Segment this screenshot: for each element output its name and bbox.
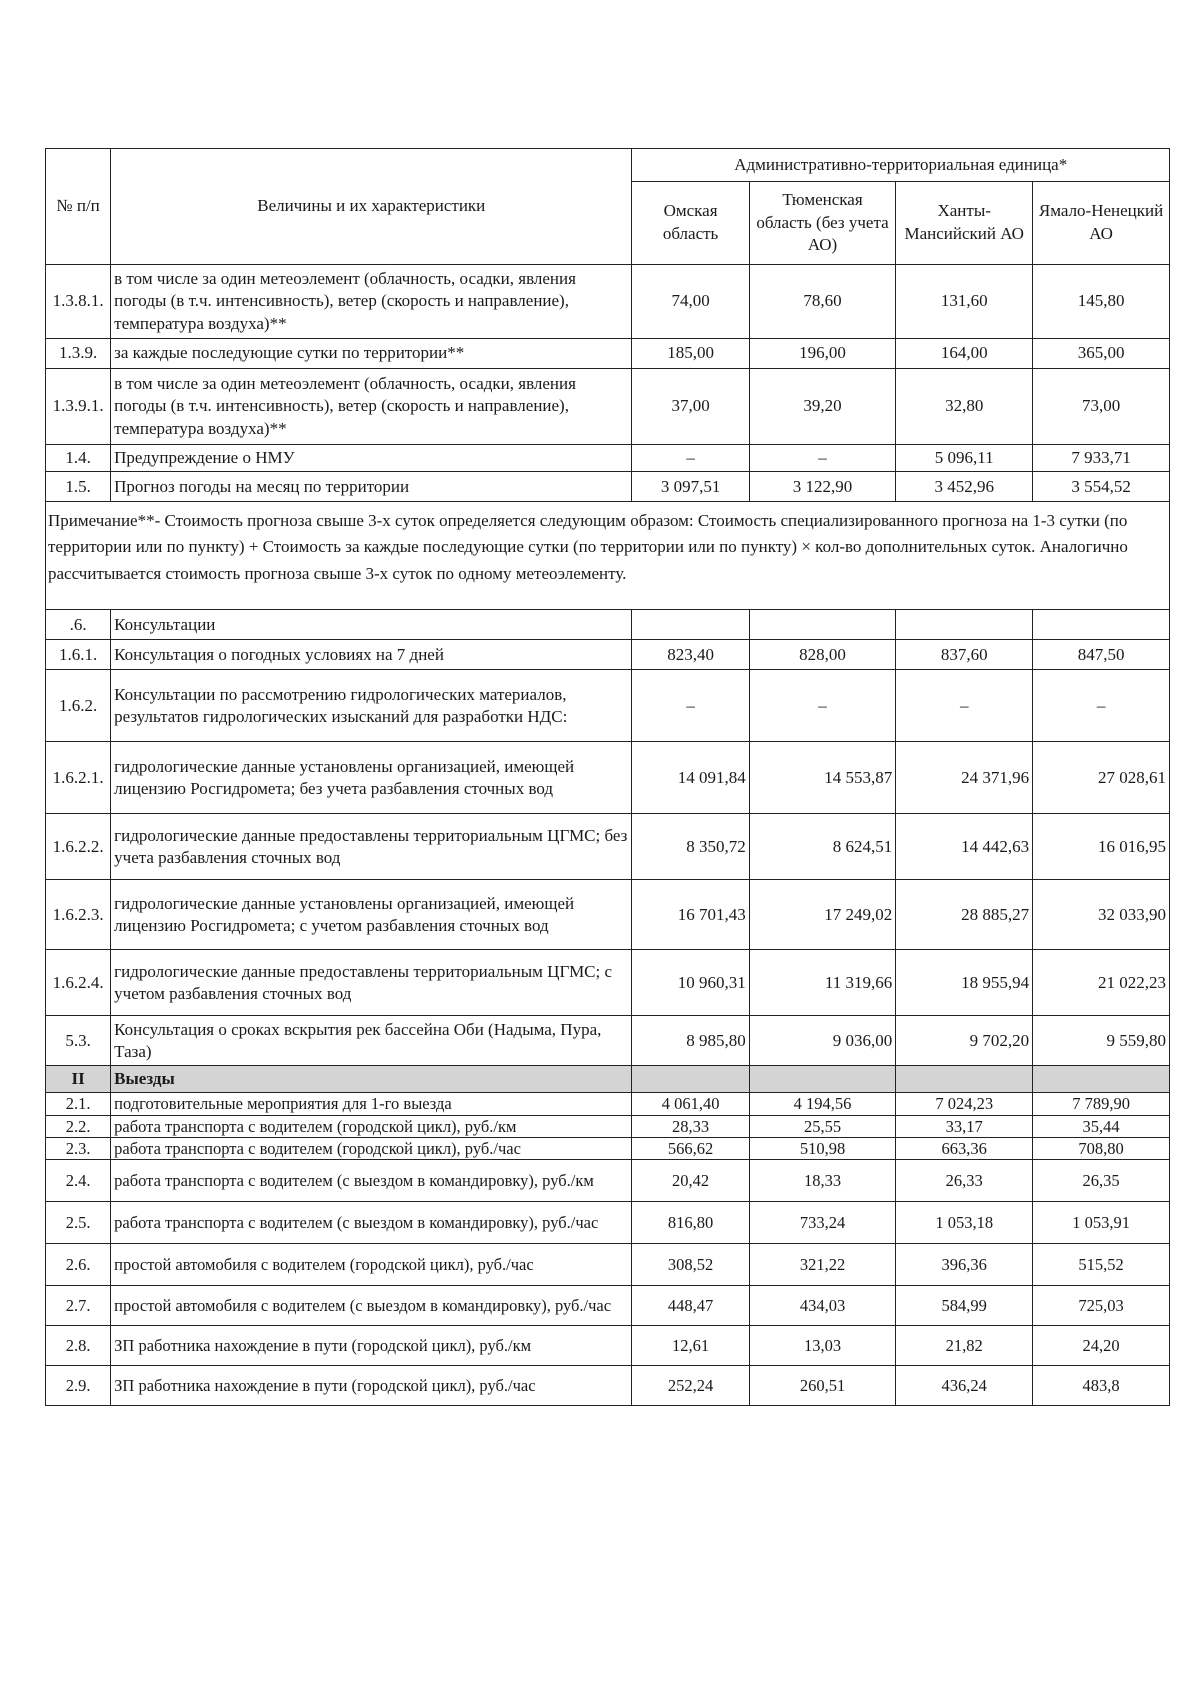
- row-description: ЗП работника нахождение в пути (городской цикл), руб./км: [111, 1326, 632, 1366]
- table-row: [46, 1093, 1170, 1115]
- region-tyumen: Тюменская область (без учета АО): [749, 182, 896, 265]
- value-cell: 3 452,96: [896, 472, 1033, 502]
- row-description: простой автомобиля с водителем (с выездом в командировку), руб./час: [111, 1286, 632, 1326]
- value-cell: 448,47: [632, 1286, 749, 1326]
- row-number: 1.5.: [46, 472, 111, 502]
- row-number: 1.6.2.4.: [46, 950, 111, 1016]
- col-desc-header: Величины и их характеристики: [111, 149, 632, 265]
- value-cell: 436,24: [896, 1366, 1033, 1406]
- row-description: подготовительные мероприятия для 1-го выезда: [111, 1093, 632, 1115]
- value-cell: 252,24: [632, 1366, 749, 1406]
- value-cell: 4 194,56: [749, 1093, 896, 1115]
- value-cell: –: [1033, 670, 1170, 742]
- row-description: Прогноз погоды на месяц по территории: [111, 472, 632, 502]
- row-description: гидрологические данные установлены организацией, имеющей лицензию Росгидромета; без учета разбавления сточных вод: [111, 742, 632, 814]
- table-row: [46, 445, 1170, 472]
- value-cell: 21 022,23: [1033, 950, 1170, 1016]
- value-cell: 11 319,66: [749, 950, 896, 1016]
- value-cell: 5 096,11: [896, 445, 1033, 472]
- table-row: [46, 1326, 1170, 1366]
- value-cell: 33,17: [896, 1115, 1033, 1137]
- tariff-table: [45, 148, 1170, 1406]
- value-cell: –: [749, 670, 896, 742]
- row-number: 2.1.: [46, 1093, 111, 1115]
- value-cell: 515,52: [1033, 1244, 1170, 1286]
- row-number: 1.3.9.: [46, 339, 111, 369]
- row-description: Консультация о погодных условиях на 7 дней: [111, 640, 632, 670]
- value-cell: 37,00: [632, 369, 749, 445]
- row-number: 2.3.: [46, 1137, 111, 1159]
- table-row: [46, 742, 1170, 814]
- value-cell: –: [632, 445, 749, 472]
- value-cell: 164,00: [896, 339, 1033, 369]
- value-cell: 18,33: [749, 1160, 896, 1202]
- row-description: в том числе за один метеоэлемент (облачность, осадки, явления погоды (в т.ч. интенсивность), ветер (скорость и направление), температура воздуха)**: [111, 369, 632, 445]
- value-cell: 708,80: [1033, 1137, 1170, 1159]
- row-number: 1.4.: [46, 445, 111, 472]
- value-cell: 24 371,96: [896, 742, 1033, 814]
- section-number: II: [46, 1066, 111, 1093]
- value-cell: 16 701,43: [632, 880, 749, 950]
- value-cell: 14 442,63: [896, 814, 1033, 880]
- row-number: 1.6.1.: [46, 640, 111, 670]
- row-description: гидрологические данные установлены организацией, имеющей лицензию Росгидромета; с учетом разбавления сточных вод: [111, 880, 632, 950]
- value-cell: 9 702,20: [896, 1016, 1033, 1066]
- table-row: [46, 1160, 1170, 1202]
- value-cell: 510,98: [749, 1137, 896, 1159]
- table-row: [46, 880, 1170, 950]
- value-cell: 131,60: [896, 265, 1033, 339]
- value-cell: 26,35: [1033, 1160, 1170, 1202]
- section-label: Выезды: [111, 1066, 632, 1093]
- row-description: ЗП работника нахождение в пути (городской цикл), руб./час: [111, 1366, 632, 1406]
- value-cell: 24,20: [1033, 1326, 1170, 1366]
- table-row: [46, 814, 1170, 880]
- value-cell: 483,8: [1033, 1366, 1170, 1406]
- value-cell: [749, 610, 896, 640]
- col-admin-header: Административно-территориальная единица*: [632, 149, 1170, 182]
- value-cell: 74,00: [632, 265, 749, 339]
- value-cell: 1 053,18: [896, 1202, 1033, 1244]
- value-cell: 12,61: [632, 1326, 749, 1366]
- value-cell: 823,40: [632, 640, 749, 670]
- value-cell: 396,36: [896, 1244, 1033, 1286]
- value-cell: 14 091,84: [632, 742, 749, 814]
- value-cell: 8 624,51: [749, 814, 896, 880]
- value-cell: 321,22: [749, 1244, 896, 1286]
- value-cell: 78,60: [749, 265, 896, 339]
- table-row: [46, 1202, 1170, 1244]
- region-khmao: Ханты-Мансийский АО: [896, 182, 1033, 265]
- table-row: [46, 369, 1170, 445]
- value-cell: 7 789,90: [1033, 1093, 1170, 1115]
- row-number: 2.8.: [46, 1326, 111, 1366]
- row-description: работа транспорта с водителем (с выездом в командировку), руб./час: [111, 1202, 632, 1244]
- value-cell: 17 249,02: [749, 880, 896, 950]
- footnote: Примечание**- Стоимость прогноза свыше 3-х суток определяется следующим образом: Стоимость специализированного прогноза на 1-3 сутки (по территории или по пункту) + Стоимость за каждые последующие сутки (по территории или по пункту) × кол-во дополнительных суток. Аналогично рассчитывается стоимость прогноза свыше 3-х суток по одному метеоэлементу.: [46, 502, 1170, 610]
- row-description: работа транспорта с водителем (с выездом в командировку), руб./км: [111, 1160, 632, 1202]
- value-cell: 828,00: [749, 640, 896, 670]
- value-cell: 434,03: [749, 1286, 896, 1326]
- row-description: простой автомобиля с водителем (городской цикл), руб./час: [111, 1244, 632, 1286]
- value-cell: 663,36: [896, 1137, 1033, 1159]
- value-cell: [1033, 610, 1170, 640]
- value-cell: –: [896, 670, 1033, 742]
- value-cell: 9 036,00: [749, 1016, 896, 1066]
- value-cell: 196,00: [749, 339, 896, 369]
- value-cell: 21,82: [896, 1326, 1033, 1366]
- row-number: 1.6.2.: [46, 670, 111, 742]
- row-number: 1.3.8.1.: [46, 265, 111, 339]
- value-cell: 584,99: [896, 1286, 1033, 1326]
- row-number: 1.6.2.1.: [46, 742, 111, 814]
- value-cell: 10 960,31: [632, 950, 749, 1016]
- value-cell: 308,52: [632, 1244, 749, 1286]
- region-yanao: Ямало-Ненецкий АО: [1033, 182, 1170, 265]
- row-number: 2.2.: [46, 1115, 111, 1137]
- table-row: [46, 670, 1170, 742]
- row-description: за каждые последующие сутки по территории**: [111, 339, 632, 369]
- value-cell: 847,50: [1033, 640, 1170, 670]
- value-cell: 725,03: [1033, 1286, 1170, 1326]
- table-row: [46, 1137, 1170, 1159]
- value-cell: 14 553,87: [749, 742, 896, 814]
- value-cell: 7 024,23: [896, 1093, 1033, 1115]
- value-cell: 25,55: [749, 1115, 896, 1137]
- value-cell: –: [632, 670, 749, 742]
- row-number: 1.6.2.3.: [46, 880, 111, 950]
- value-cell: 145,80: [1033, 265, 1170, 339]
- row-description: Консультации по рассмотрению гидрологических материалов, результатов гидрологических изысканий для разработки НДС:: [111, 670, 632, 742]
- value-cell: 32,80: [896, 369, 1033, 445]
- value-cell: [632, 610, 749, 640]
- table-row: [46, 265, 1170, 339]
- value-cell: 3 554,52: [1033, 472, 1170, 502]
- value-cell: 28,33: [632, 1115, 749, 1137]
- col-num-header: № п/п: [46, 149, 111, 265]
- table-row: [46, 472, 1170, 502]
- row-number: 5.3.: [46, 1016, 111, 1066]
- row-number: 2.6.: [46, 1244, 111, 1286]
- row-number: 1.6.2.2.: [46, 814, 111, 880]
- region-omsk: Омская область: [632, 182, 749, 265]
- value-cell: –: [749, 445, 896, 472]
- value-cell: 816,80: [632, 1202, 749, 1244]
- row-description: работа транспорта с водителем (городской цикл), руб./км: [111, 1115, 632, 1137]
- value-cell: 260,51: [749, 1366, 896, 1406]
- value-cell: 73,00: [1033, 369, 1170, 445]
- value-cell: 185,00: [632, 339, 749, 369]
- value-cell: 20,42: [632, 1160, 749, 1202]
- table-row: [46, 640, 1170, 670]
- value-cell: 1 053,91: [1033, 1202, 1170, 1244]
- value-cell: 3 097,51: [632, 472, 749, 502]
- table-row: [46, 1244, 1170, 1286]
- table-row: [46, 1366, 1170, 1406]
- row-description: гидрологические данные предоставлены территориальным ЦГМС; с учетом разбавления сточных вод: [111, 950, 632, 1016]
- row-number: 2.9.: [46, 1366, 111, 1406]
- value-cell: [896, 610, 1033, 640]
- value-cell: 7 933,71: [1033, 445, 1170, 472]
- value-cell: 32 033,90: [1033, 880, 1170, 950]
- value-cell: 8 350,72: [632, 814, 749, 880]
- value-cell: 566,62: [632, 1137, 749, 1159]
- row-description: гидрологические данные предоставлены территориальным ЦГМС; без учета разбавления сточных вод: [111, 814, 632, 880]
- value-cell: 28 885,27: [896, 880, 1033, 950]
- value-cell: 8 985,80: [632, 1016, 749, 1066]
- value-cell: 365,00: [1033, 339, 1170, 369]
- row-number: 2.4.: [46, 1160, 111, 1202]
- value-cell: 9 559,80: [1033, 1016, 1170, 1066]
- value-cell: 837,60: [896, 640, 1033, 670]
- row-description: Предупреждение о НМУ: [111, 445, 632, 472]
- table-row: [46, 1115, 1170, 1137]
- row-number: 2.7.: [46, 1286, 111, 1326]
- value-cell: 4 061,40: [632, 1093, 749, 1115]
- value-cell: 733,24: [749, 1202, 896, 1244]
- value-cell: 13,03: [749, 1326, 896, 1366]
- table-row: [46, 950, 1170, 1016]
- value-cell: 27 028,61: [1033, 742, 1170, 814]
- value-cell: 18 955,94: [896, 950, 1033, 1016]
- row-description: в том числе за один метеоэлемент (облачность, осадки, явления погоды (в т.ч. интенсивность), ветер (скорость и направление), температура воздуха)**: [111, 265, 632, 339]
- table-row: [46, 1286, 1170, 1326]
- value-cell: 16 016,95: [1033, 814, 1170, 880]
- value-cell: 35,44: [1033, 1115, 1170, 1137]
- row-description: Консультации: [111, 610, 632, 640]
- row-number: 2.5.: [46, 1202, 111, 1244]
- table-row: [46, 610, 1170, 640]
- row-number: 1.3.9.1.: [46, 369, 111, 445]
- row-description: Консультация о сроках вскрытия рек бассейна Оби (Надыма, Пура, Таза): [111, 1016, 632, 1066]
- value-cell: 39,20: [749, 369, 896, 445]
- table-row: [46, 1016, 1170, 1066]
- value-cell: 3 122,90: [749, 472, 896, 502]
- table-row: [46, 339, 1170, 369]
- row-description: работа транспорта с водителем (городской цикл), руб./час: [111, 1137, 632, 1159]
- value-cell: 26,33: [896, 1160, 1033, 1202]
- row-number: .6.: [46, 610, 111, 640]
